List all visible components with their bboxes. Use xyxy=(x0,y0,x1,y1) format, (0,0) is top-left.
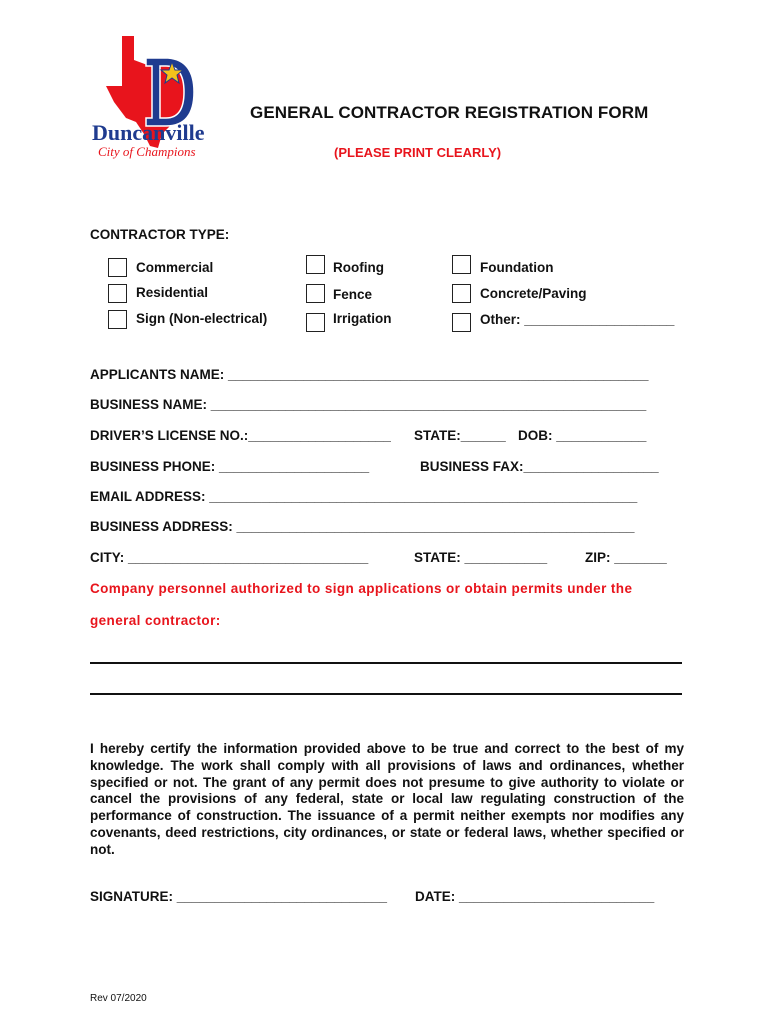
personnel-entry-line-2[interactable] xyxy=(90,693,682,695)
roofing-checkbox[interactable] xyxy=(306,255,325,274)
business-address-field[interactable]: BUSINESS ADDRESS: _____________________________________________________ xyxy=(90,519,635,534)
business-fax-field[interactable]: BUSINESS FAX:__________________ xyxy=(420,459,659,474)
other-field[interactable]: Other: ____________________ xyxy=(480,312,675,327)
city-field[interactable]: CITY: ________________________________ xyxy=(90,550,369,565)
personnel-line-2: general contractor: xyxy=(90,613,221,628)
residential-label: Residential xyxy=(136,285,209,300)
irrigation-checkbox[interactable] xyxy=(306,313,325,332)
business-name-field[interactable]: BUSINESS NAME: __________________________________________________________ xyxy=(90,397,647,412)
signature-field[interactable]: SIGNATURE: ____________________________ xyxy=(90,889,387,904)
applicants-name-field[interactable]: APPLICANTS NAME: ________________________________________________________ xyxy=(90,367,649,382)
certification-statement: I hereby certify the information provided above to be true and correct to the best of my knowledge. The work shall comply with all provisions of laws and ordinances, whether specified or not. The grant of any permit does not presume to give authority to violate or cancel the provisions of any federal, state or local law regulating construction of the performance of construction. The issuance of a permit neither exempts nor modifies any covenants, deed restrictions, city ordinances, or state or federal laws, whether specified or not. xyxy=(90,741,684,857)
concrete-checkbox[interactable] xyxy=(452,284,471,303)
sign-checkbox[interactable] xyxy=(108,310,127,329)
personnel-entry-line-1[interactable] xyxy=(90,662,682,664)
drivers-license-field[interactable]: DRIVER’S LICENSE NO.:___________________ xyxy=(90,428,391,443)
state-field-2[interactable]: STATE: ___________ xyxy=(414,550,548,565)
date-field[interactable]: DATE: __________________________ xyxy=(415,889,655,904)
business-phone-field[interactable]: BUSINESS PHONE: ____________________ xyxy=(90,459,370,474)
duncanville-logo xyxy=(92,30,242,165)
foundation-checkbox[interactable] xyxy=(452,255,471,274)
zip-field[interactable]: ZIP: _______ xyxy=(585,550,667,565)
revision-label: Rev 07/2020 xyxy=(90,993,147,1004)
texas-star-logo-icon xyxy=(92,30,242,165)
dob-field[interactable]: DOB: ____________ xyxy=(518,428,647,443)
logo-tagline: City of Champions xyxy=(98,144,196,159)
commercial-label: Commercial xyxy=(136,260,214,275)
roofing-label: Roofing xyxy=(333,260,384,275)
fence-label: Fence xyxy=(333,287,373,302)
form-subtitle: (PLEASE PRINT CLEARLY) xyxy=(334,145,502,160)
commercial-checkbox[interactable] xyxy=(108,258,127,277)
personnel-line-1: Company personnel authorized to sign applications or obtain permits under the xyxy=(90,581,633,596)
contractor-type-heading: CONTRACTOR TYPE: xyxy=(90,227,230,242)
email-field[interactable]: EMAIL ADDRESS: _________________________________________________________ xyxy=(90,489,638,504)
form-title: GENERAL CONTRACTOR REGISTRATION FORM xyxy=(250,103,649,122)
irrigation-label: Irrigation xyxy=(333,311,392,326)
concrete-label: Concrete/Paving xyxy=(480,286,587,301)
logo-city-name: Duncanville xyxy=(92,120,205,145)
sign-label: Sign (Non-electrical) xyxy=(136,311,268,326)
fence-checkbox[interactable] xyxy=(306,284,325,303)
other-checkbox[interactable] xyxy=(452,313,471,332)
foundation-label: Foundation xyxy=(480,260,554,275)
state-field-1[interactable]: STATE:______ xyxy=(414,428,506,443)
residential-checkbox[interactable] xyxy=(108,284,127,303)
